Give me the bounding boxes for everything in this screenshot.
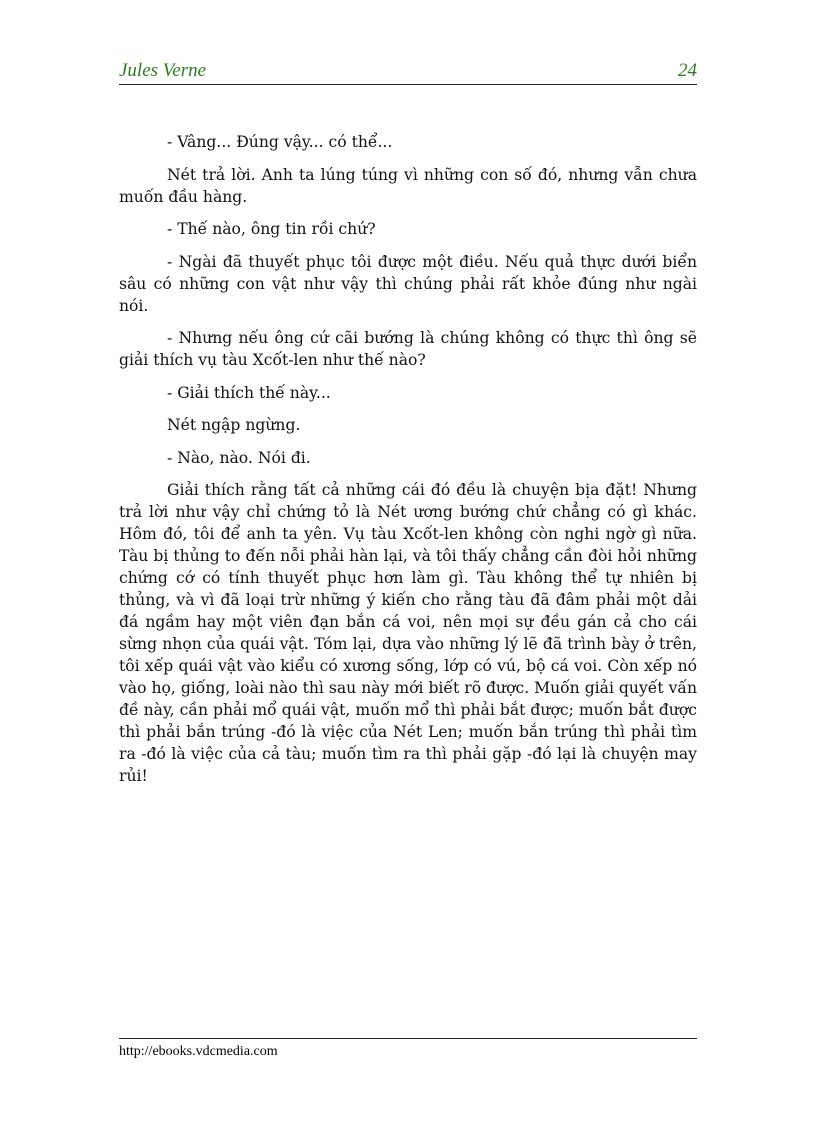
paragraph: - Nhưng nếu ông cứ cãi bướng là chúng không có thực thì ông sẽ giải thích vụ tàu Xcốt-len như thế nào?	[119, 329, 697, 369]
paragraph: Nét trả lời. Anh ta lúng túng vì những con số đó, nhưng vẫn chưa muốn đầu hàng.	[119, 165, 697, 206]
paragraph: - Nào, nào. Nói đi.	[167, 448, 311, 467]
paragraph: - Vâng... Đúng vậy... có thể...	[167, 133, 393, 151]
paragraph: Giải thích rằng tất cả những cái đó đều là chuyện bịa đặt! Nhưng trả lời như vậy chỉ chứng tỏ là Nét ương bướng chứ chẳng có gì khác. Hôm đó, tôi để anh ta yên. Vụ tàu Xcốt-len không còn nghi ngờ gì nữa. Tàu bị thủng to đến nỗi phải hàn lại, và tôi thấy chẳng cần đòi hỏi những chứng cớ có tính thuyết phục hơn làm gì. Tàu không thể tự nhiên bị thủng, và vì đã loại trừ những ý kiến cho rằng tàu đã đâm phải một dải đá ngầm hay một viên đạn bắn cá voi, nên mọi sự đều gán cả cho cái sừng nhọn của quái vật. Tóm lại, dựa vào những lý lẽ đã trình bày ở trên, tôi xếp quái vật vào kiểu có xương sống, lớp có vú, bộ cá voi. Còn xếp nó vào họ, giống, loài nào thì sau này mới biết rõ được. Muốn giải quyết vấn đề này, cần phải mổ quái vật, muốn mổ thì phải bắt được; muốn bắt được thì phải bắn trúng -đó là việc của Nét Len; muốn bắn trúng thì phải tìm ra -đó là việc của cả tàu; muốn tìm ra thì phải gặp -đó lại là chuyện may rủi!	[119, 481, 697, 785]
page-footer	[119, 1038, 697, 1060]
paragraph: Nét ngập ngừng.	[167, 416, 301, 434]
page-number: 24	[678, 60, 697, 81]
page-body	[119, 131, 697, 798]
footer-link[interactable]: http://ebooks.vdcmedia.com	[119, 1044, 278, 1059]
paragraph: - Ngài đã thuyết phục tôi được một điều. Nếu quả thực dưới biển sâu có những con vật như vậy thì chúng phải rất khỏe đúng như ngài nói.	[119, 252, 697, 315]
paragraph: - Giải thích thế này...	[167, 383, 331, 402]
paragraph: - Thế nào, ông tin rồi chứ?	[167, 220, 376, 238]
header-author: Jules Verne	[119, 60, 207, 81]
page-header	[119, 58, 697, 85]
